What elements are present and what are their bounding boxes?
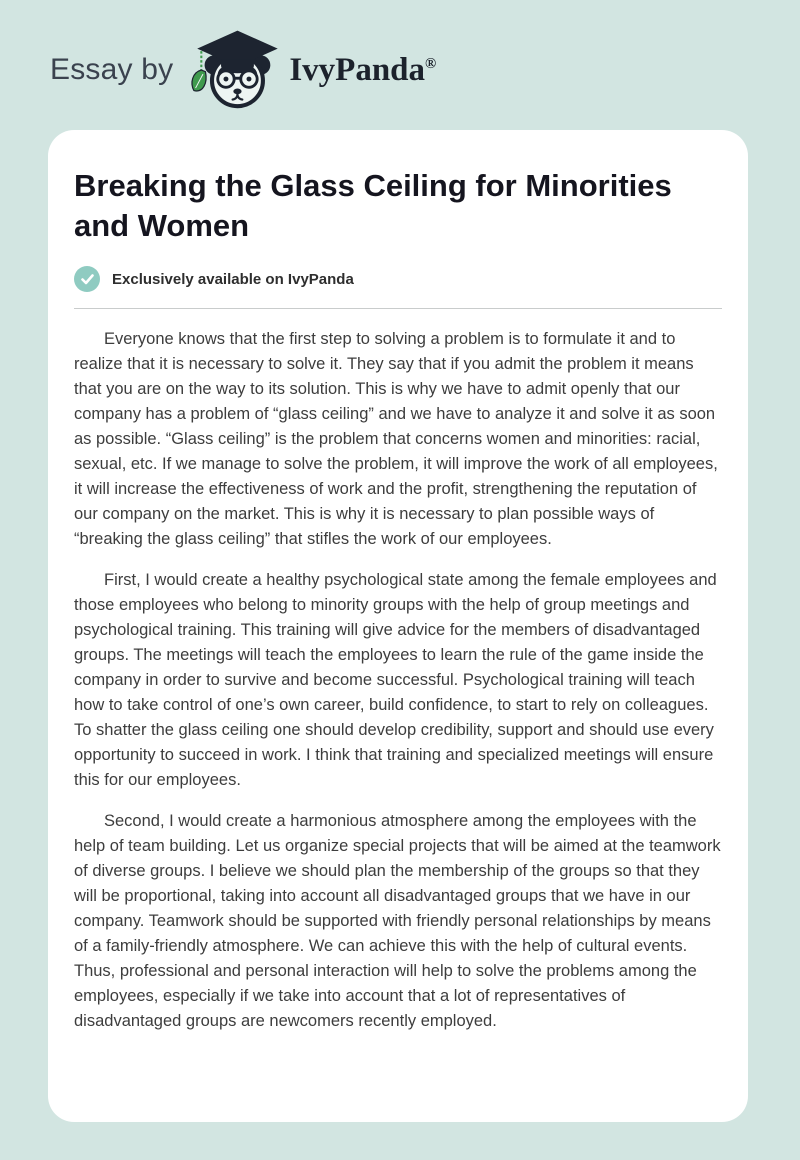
letterhead [0, 0, 800, 112]
essay-paragraph: Second, I would create a harmonious atmosphere among the employees with the help of team building. Let us organize special projects that will be aimed at the teamwork of diverse groups. I believe we should plan the membership of the groups so that they will be proportional, taking into account all disadvantaged groups that we have in our company. Teamwork should be supported with friendly personal relationships by means of a family-friendly atmosphere. We can achieve this with the help of cultural events. Thus, professional and personal interaction will help to solve the problems among the employees, especially if we take into account that a lot of representatives of disadvantaged groups are newcomers recently employed. [74, 812, 721, 1030]
divider [74, 308, 722, 309]
brand-text: IvyPanda [289, 51, 426, 88]
check-icon [74, 266, 100, 292]
panda-graduate-logo-icon [189, 28, 289, 112]
essay-by-label: Essay by [50, 53, 174, 86]
essay-body [74, 327, 722, 1034]
registered-mark: ® [425, 55, 437, 72]
essay-paragraph: First, I would create a healthy psychological state among the female employees and those employees who belong to minority groups with the help of group meetings and psychological training. This training will give advice for the members of disadvantaged groups. The meetings will teach the employees to learn the rule of the game inside the company in order to survive and become successful. Psychological training will teach how to take control of one’s own career, build confidence, to start to rely on colleagues. To shatter the glass ceiling one should develop credibility, support and should use every opportunity to succeed in work. I think that training and specialized meetings will ensure this for our employees. [74, 571, 717, 789]
exclusive-badge [74, 266, 722, 292]
brand-name [289, 51, 437, 88]
essay-paragraph: Everyone knows that the first step to solving a problem is to formulate it and to realize that it is necessary to solve it. They say that if you admit the problem it means that you are on the way to its solution. This is why we have to admit openly that our company has a problem of “glass ceiling” and we have to analyze it and solve it as soon as possible. “Glass ceiling” is the problem that concerns women and minorities: racial, sexual, etc. If we manage to solve the problem, it will improve the work of all employees, it will increase the effectiveness of work and the profit, strengthening the reputation of our company on the market. This is why it is necessary to plan possible ways of “breaking the glass ceiling” that stifles the work of our employees. [74, 330, 718, 548]
essay-card [48, 130, 748, 1122]
exclusive-badge-label: Exclusively available on IvyPanda [112, 270, 354, 288]
page-title: Breaking the Glass Ceiling for Minorities and Women [74, 168, 672, 243]
